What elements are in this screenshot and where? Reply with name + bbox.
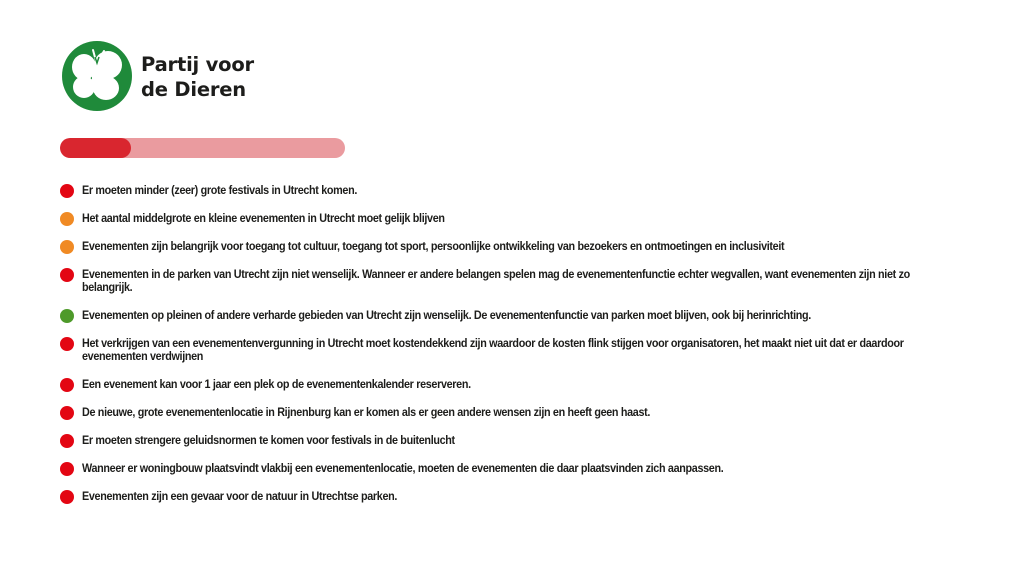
party-name [141, 52, 254, 102]
statement-text: Evenementen op pleinen of andere verharde gebieden van Utrecht zijn wenselijk. De evenementenfunctie van parken moet blijven, ook bij herinrichting. [82, 309, 811, 322]
statement-text: Wanneer er woningbouw plaatsvindt vlakbij een evenementenlocatie, moeten de evenementen die daar plaatsvinden zich aanpassen. [82, 462, 724, 475]
statement-text: Evenementen zijn een gevaar voor de natuur in Utrechtse parken. [82, 490, 398, 503]
statement-item [60, 308, 990, 322]
statement-item [60, 267, 990, 294]
statement-text: Het aantal middelgrote en kleine evenementen in Utrecht moet gelijk blijven [82, 212, 445, 225]
statement-item [60, 336, 990, 363]
statement-text: Er moeten minder (zeer) grote festivals in Utrecht komen. [82, 184, 358, 197]
statement-text: Een evenement kan voor 1 jaar een plek op de evenementenkalender reserveren. [82, 378, 471, 391]
status-dot-red [60, 434, 74, 448]
status-dot-orange [60, 212, 74, 226]
status-dot-red [60, 337, 74, 351]
statement-text: Er moeten strengere geluidsnormen te komen voor festivals in de buitenlucht [82, 434, 455, 447]
statement-text: Het verkrijgen van een evenementenvergunning in Utrecht moet kostendekkend zijn waardoor de kosten flink stijgen voor organisatoren, het maakt niet uit dat er daardoor evenementen verdwijnen [82, 337, 904, 363]
statement-text: Evenementen in de parken van Utrecht zijn niet wenselijk. Wanneer er andere belangen spelen mag de evenementenfunctie echter wegvallen, want evenementen zijn niet zo belangrijk. [82, 268, 910, 294]
butterfly-logo-icon [62, 41, 132, 111]
statement-item [60, 433, 990, 447]
statement-item [60, 489, 990, 503]
progress-fill [60, 138, 131, 158]
party-name-line-1: Partij voor [141, 53, 254, 76]
status-dot-red [60, 378, 74, 392]
statement-text: Evenementen zijn belangrijk voor toegang tot cultuur, toegang tot sport, persoonlijke ontwikkeling van bezoekers en ontmoetingen en inclusiviteit [82, 240, 785, 253]
statement-text: De nieuwe, grote evenementenlocatie in Rijnenburg kan er komen als er geen andere wensen zijn en heeft geen haast. [82, 406, 651, 419]
statement-item [60, 405, 990, 419]
status-dot-orange [60, 240, 74, 254]
statement-item [60, 239, 990, 253]
statement-item [60, 211, 990, 225]
statement-list [60, 183, 990, 517]
status-dot-red [60, 406, 74, 420]
status-dot-red [60, 490, 74, 504]
progress-bar [60, 138, 345, 158]
status-dot-red [60, 462, 74, 476]
party-name-line-2: de Dieren [141, 78, 246, 101]
status-dot-red [60, 268, 74, 282]
statement-item [60, 377, 990, 391]
statement-item [60, 183, 990, 197]
statement-item [60, 461, 990, 475]
party-logo [62, 40, 262, 112]
status-dot-green [60, 309, 74, 323]
status-dot-red [60, 184, 74, 198]
